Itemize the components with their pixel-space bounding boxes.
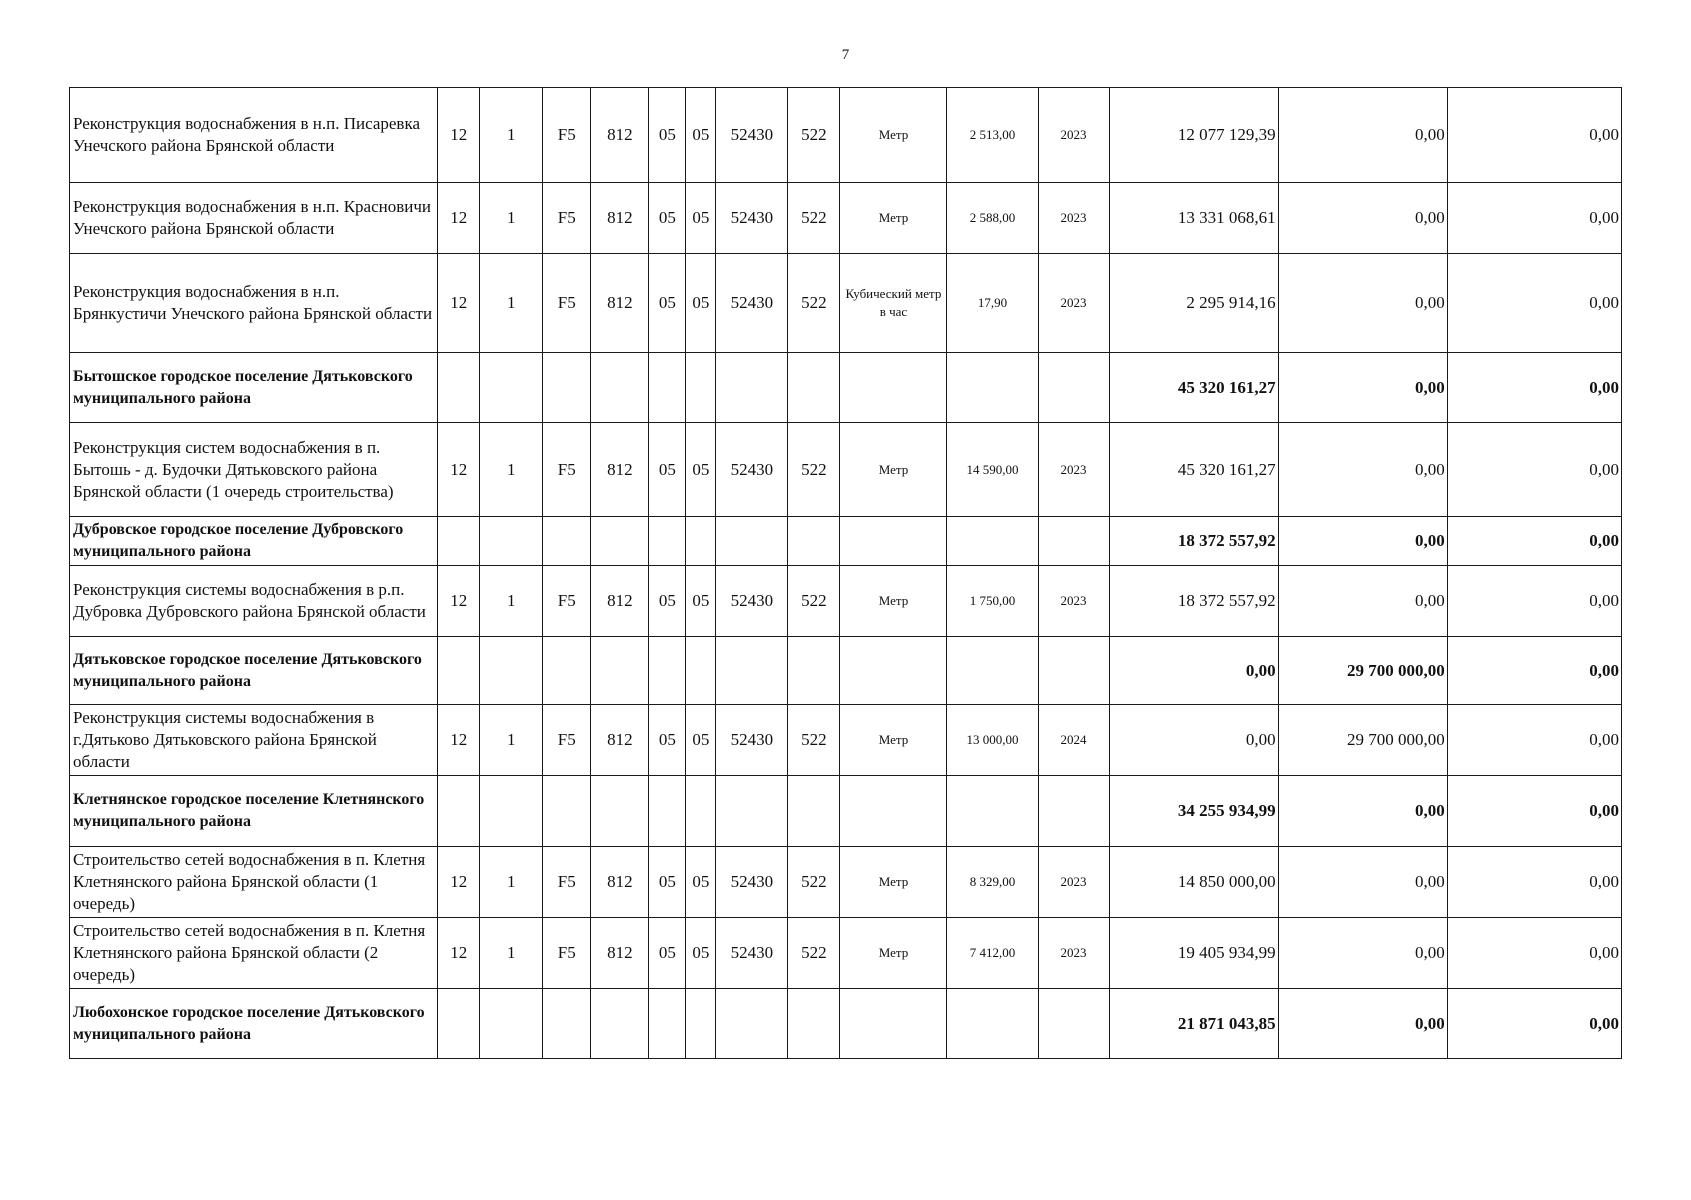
code-cell-3	[543, 637, 591, 705]
code-cell-5	[649, 989, 686, 1059]
code-cell-4: 812	[591, 183, 649, 254]
row-name: Любохонское городское поселение Дятьковского муниципального района	[70, 989, 438, 1059]
amount-cell-1: 34 255 934,99	[1109, 776, 1278, 847]
code-cell-4	[591, 776, 649, 847]
capacity-cell: 2 513,00	[947, 88, 1038, 183]
amount-cell-1: 18 372 557,92	[1109, 566, 1278, 637]
code-cell-4	[591, 353, 649, 423]
table-row	[70, 705, 1622, 776]
capacity-cell	[947, 776, 1038, 847]
code-cell-5: 05	[649, 254, 686, 353]
unit-cell: Метр	[840, 566, 947, 637]
year-cell: 2023	[1038, 847, 1109, 918]
code-cell-7: 52430	[716, 88, 788, 183]
code-cell-7: 52430	[716, 705, 788, 776]
code-cell-8: 522	[788, 88, 840, 183]
code-cell-1: 12	[438, 88, 480, 183]
code-cell-5: 05	[649, 705, 686, 776]
capacity-cell	[947, 637, 1038, 705]
code-cell-3: F5	[543, 88, 591, 183]
amount-cell-3: 0,00	[1447, 183, 1621, 254]
code-cell-6	[686, 517, 716, 566]
year-cell	[1038, 353, 1109, 423]
row-name: Дубровское городское поселение Дубровского муниципального района	[70, 517, 438, 566]
code-cell-7: 52430	[716, 918, 788, 989]
amount-cell-2: 0,00	[1278, 989, 1447, 1059]
group-row	[70, 637, 1622, 705]
page-number: 7	[841, 47, 850, 63]
unit-cell: Метр	[840, 847, 947, 918]
code-cell-8: 522	[788, 566, 840, 637]
code-cell-8: 522	[788, 423, 840, 517]
capacity-cell	[947, 353, 1038, 423]
code-cell-2	[480, 353, 543, 423]
capacity-cell: 13 000,00	[947, 705, 1038, 776]
code-cell-1: 12	[438, 254, 480, 353]
year-cell: 2023	[1038, 423, 1109, 517]
code-cell-3	[543, 517, 591, 566]
code-cell-5	[649, 353, 686, 423]
amount-cell-3: 0,00	[1447, 88, 1621, 183]
code-cell-4: 812	[591, 918, 649, 989]
amount-cell-3: 0,00	[1447, 517, 1621, 566]
amount-cell-3: 0,00	[1447, 254, 1621, 353]
amount-cell-1: 18 372 557,92	[1109, 517, 1278, 566]
unit-cell	[840, 517, 947, 566]
capacity-cell: 17,90	[947, 254, 1038, 353]
code-cell-7: 52430	[716, 566, 788, 637]
code-cell-2: 1	[480, 254, 543, 353]
capacity-cell: 1 750,00	[947, 566, 1038, 637]
code-cell-4	[591, 517, 649, 566]
code-cell-2: 1	[480, 705, 543, 776]
amount-cell-2: 0,00	[1278, 353, 1447, 423]
code-cell-7: 52430	[716, 254, 788, 353]
code-cell-5	[649, 776, 686, 847]
row-name: Реконструкция системы водоснабжения в г.Дятьково Дятьковского района Брянской области	[70, 705, 438, 776]
code-cell-4	[591, 989, 649, 1059]
code-cell-4	[591, 637, 649, 705]
code-cell-4: 812	[591, 88, 649, 183]
row-name: Реконструкция водоснабжения в н.п. Брянкустичи Унечского района Брянской области	[70, 254, 438, 353]
code-cell-4: 812	[591, 423, 649, 517]
code-cell-8	[788, 637, 840, 705]
amount-cell-2: 0,00	[1278, 566, 1447, 637]
code-cell-1	[438, 776, 480, 847]
code-cell-6: 05	[686, 254, 716, 353]
group-row	[70, 353, 1622, 423]
amount-cell-1: 45 320 161,27	[1109, 353, 1278, 423]
code-cell-1: 12	[438, 705, 480, 776]
code-cell-4: 812	[591, 847, 649, 918]
code-cell-5: 05	[649, 847, 686, 918]
amount-cell-3: 0,00	[1447, 989, 1621, 1059]
row-name: Строительство сетей водоснабжения в п. Клетня Клетнянского района Брянской области (2 очередь)	[70, 918, 438, 989]
code-cell-6: 05	[686, 705, 716, 776]
amount-cell-1: 19 405 934,99	[1109, 918, 1278, 989]
row-name: Бытошское городское поселение Дятьковского муниципального района	[70, 353, 438, 423]
code-cell-2	[480, 637, 543, 705]
code-cell-2: 1	[480, 847, 543, 918]
budget-table	[69, 87, 1622, 1059]
code-cell-8	[788, 517, 840, 566]
code-cell-5	[649, 517, 686, 566]
code-cell-3	[543, 353, 591, 423]
code-cell-4: 812	[591, 566, 649, 637]
group-row	[70, 989, 1622, 1059]
unit-cell: Кубический метр в час	[840, 254, 947, 353]
code-cell-1: 12	[438, 183, 480, 254]
amount-cell-2: 0,00	[1278, 517, 1447, 566]
code-cell-2: 1	[480, 183, 543, 254]
amount-cell-3: 0,00	[1447, 918, 1621, 989]
table-row	[70, 88, 1622, 183]
amount-cell-1: 14 850 000,00	[1109, 847, 1278, 918]
code-cell-6: 05	[686, 566, 716, 637]
code-cell-3	[543, 776, 591, 847]
year-cell: 2024	[1038, 705, 1109, 776]
code-cell-3: F5	[543, 254, 591, 353]
code-cell-8	[788, 776, 840, 847]
code-cell-3: F5	[543, 183, 591, 254]
year-cell	[1038, 637, 1109, 705]
code-cell-7	[716, 776, 788, 847]
code-cell-2: 1	[480, 88, 543, 183]
code-cell-5: 05	[649, 183, 686, 254]
group-row	[70, 776, 1622, 847]
code-cell-5: 05	[649, 566, 686, 637]
year-cell: 2023	[1038, 566, 1109, 637]
code-cell-8: 522	[788, 847, 840, 918]
code-cell-4: 812	[591, 705, 649, 776]
row-name: Строительство сетей водоснабжения в п. Клетня Клетнянского района Брянской области (1 очередь)	[70, 847, 438, 918]
amount-cell-1: 12 077 129,39	[1109, 88, 1278, 183]
amount-cell-3: 0,00	[1447, 705, 1621, 776]
table-row	[70, 183, 1622, 254]
code-cell-2: 1	[480, 918, 543, 989]
capacity-cell	[947, 517, 1038, 566]
code-cell-5: 05	[649, 88, 686, 183]
code-cell-7	[716, 989, 788, 1059]
amount-cell-3: 0,00	[1447, 353, 1621, 423]
code-cell-2	[480, 989, 543, 1059]
table-row	[70, 423, 1622, 517]
code-cell-2	[480, 517, 543, 566]
amount-cell-2: 0,00	[1278, 254, 1447, 353]
row-name: Дятьковское городское поселение Дятьковского муниципального района	[70, 637, 438, 705]
table-body	[70, 88, 1622, 1059]
code-cell-6	[686, 637, 716, 705]
amount-cell-2: 0,00	[1278, 88, 1447, 183]
row-name: Реконструкция системы водоснабжения в р.п. Дубровка Дубровского района Брянской области	[70, 566, 438, 637]
table-row	[70, 847, 1622, 918]
amount-cell-2: 0,00	[1278, 183, 1447, 254]
unit-cell	[840, 353, 947, 423]
group-row	[70, 517, 1622, 566]
amount-cell-2: 29 700 000,00	[1278, 705, 1447, 776]
code-cell-2	[480, 776, 543, 847]
code-cell-5	[649, 637, 686, 705]
code-cell-1: 12	[438, 918, 480, 989]
capacity-cell: 14 590,00	[947, 423, 1038, 517]
amount-cell-2: 0,00	[1278, 918, 1447, 989]
amount-cell-1: 0,00	[1109, 705, 1278, 776]
code-cell-1	[438, 353, 480, 423]
code-cell-8	[788, 989, 840, 1059]
code-cell-2: 1	[480, 423, 543, 517]
code-cell-7	[716, 637, 788, 705]
year-cell: 2023	[1038, 254, 1109, 353]
code-cell-5: 05	[649, 918, 686, 989]
amount-cell-1: 13 331 068,61	[1109, 183, 1278, 254]
code-cell-1: 12	[438, 423, 480, 517]
amount-cell-3: 0,00	[1447, 847, 1621, 918]
amount-cell-1: 0,00	[1109, 637, 1278, 705]
code-cell-6: 05	[686, 88, 716, 183]
code-cell-7: 52430	[716, 423, 788, 517]
amount-cell-1: 45 320 161,27	[1109, 423, 1278, 517]
code-cell-4: 812	[591, 254, 649, 353]
code-cell-7	[716, 517, 788, 566]
amount-cell-3: 0,00	[1447, 776, 1621, 847]
table-row	[70, 918, 1622, 989]
code-cell-8: 522	[788, 705, 840, 776]
code-cell-1	[438, 989, 480, 1059]
amount-cell-2: 0,00	[1278, 847, 1447, 918]
code-cell-8: 522	[788, 183, 840, 254]
table-row	[70, 566, 1622, 637]
code-cell-5: 05	[649, 423, 686, 517]
code-cell-7: 52430	[716, 183, 788, 254]
amount-cell-2: 0,00	[1278, 423, 1447, 517]
year-cell: 2023	[1038, 918, 1109, 989]
code-cell-7: 52430	[716, 847, 788, 918]
unit-cell: Метр	[840, 183, 947, 254]
capacity-cell: 7 412,00	[947, 918, 1038, 989]
code-cell-6: 05	[686, 183, 716, 254]
code-cell-6: 05	[686, 918, 716, 989]
code-cell-3: F5	[543, 423, 591, 517]
code-cell-3: F5	[543, 918, 591, 989]
amount-cell-2: 0,00	[1278, 776, 1447, 847]
year-cell	[1038, 989, 1109, 1059]
amount-cell-1: 2 295 914,16	[1109, 254, 1278, 353]
code-cell-3: F5	[543, 566, 591, 637]
capacity-cell	[947, 989, 1038, 1059]
row-name: Реконструкция систем водоснабжения в п. Бытошь - д. Будочки Дятьковского района Брянской области (1 очередь строительства)	[70, 423, 438, 517]
capacity-cell: 8 329,00	[947, 847, 1038, 918]
unit-cell	[840, 776, 947, 847]
year-cell: 2023	[1038, 88, 1109, 183]
code-cell-7	[716, 353, 788, 423]
code-cell-6: 05	[686, 847, 716, 918]
code-cell-1	[438, 517, 480, 566]
unit-cell: Метр	[840, 705, 947, 776]
row-name: Реконструкция водоснабжения в н.п. Красновичи Унечского района Брянской области	[70, 183, 438, 254]
row-name: Клетнянское городское поселение Клетнянского муниципального района	[70, 776, 438, 847]
code-cell-1: 12	[438, 847, 480, 918]
amount-cell-3: 0,00	[1447, 637, 1621, 705]
unit-cell	[840, 637, 947, 705]
code-cell-3: F5	[543, 847, 591, 918]
row-name: Реконструкция водоснабжения в н.п. Писаревка Унечского района Брянской области	[70, 88, 438, 183]
code-cell-1: 12	[438, 566, 480, 637]
code-cell-6	[686, 353, 716, 423]
unit-cell	[840, 989, 947, 1059]
year-cell	[1038, 517, 1109, 566]
code-cell-6: 05	[686, 423, 716, 517]
table-row	[70, 254, 1622, 353]
amount-cell-1: 21 871 043,85	[1109, 989, 1278, 1059]
year-cell: 2023	[1038, 183, 1109, 254]
capacity-cell: 2 588,00	[947, 183, 1038, 254]
amount-cell-3: 0,00	[1447, 423, 1621, 517]
code-cell-2: 1	[480, 566, 543, 637]
amount-cell-2: 29 700 000,00	[1278, 637, 1447, 705]
code-cell-8	[788, 353, 840, 423]
unit-cell: Метр	[840, 88, 947, 183]
unit-cell: Метр	[840, 918, 947, 989]
unit-cell: Метр	[840, 423, 947, 517]
code-cell-6	[686, 989, 716, 1059]
code-cell-8: 522	[788, 254, 840, 353]
amount-cell-3: 0,00	[1447, 566, 1621, 637]
code-cell-8: 522	[788, 918, 840, 989]
code-cell-3: F5	[543, 705, 591, 776]
year-cell	[1038, 776, 1109, 847]
code-cell-1	[438, 637, 480, 705]
code-cell-3	[543, 989, 591, 1059]
code-cell-6	[686, 776, 716, 847]
